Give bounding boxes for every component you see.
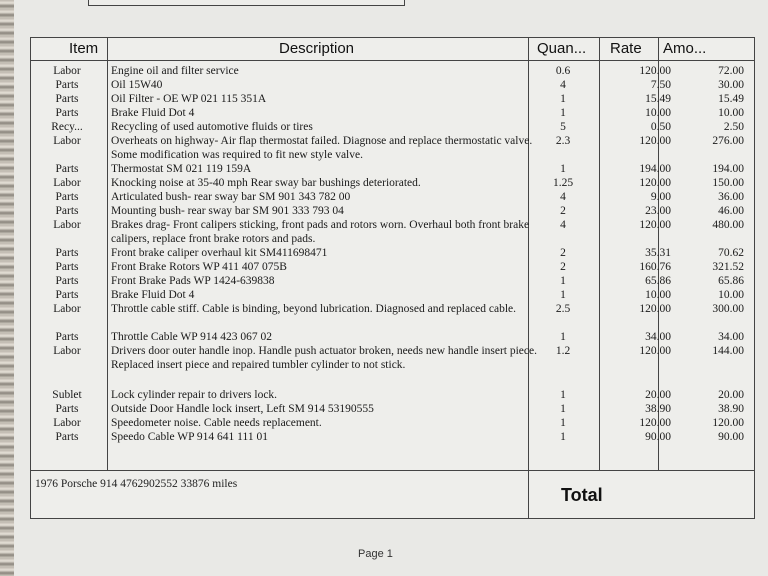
row-quantity: 1	[560, 163, 566, 175]
row-quantity: 4	[560, 191, 566, 203]
row-item-type: Parts	[55, 261, 79, 273]
row-description: Front Brake Pads WP 1424-639838	[111, 275, 275, 287]
row-quantity: 5	[560, 121, 566, 133]
row-description: Drivers door outer handle inop. Handle push actuator broken, needs new handle insert piece. Replaced insert piece and repaired tumbler cylinder to not stick.	[111, 345, 537, 371]
row-rate: 10.00	[645, 289, 671, 301]
row-item-type: Parts	[55, 247, 79, 259]
row-amount: 10.00	[718, 107, 744, 119]
row-rate: 38.90	[645, 403, 671, 415]
row-quantity: 0.6	[555, 65, 571, 77]
row-description: Lock cylinder repair to drivers lock.	[111, 389, 278, 401]
row-item-type: Parts	[55, 431, 79, 443]
row-rate: 20.00	[645, 389, 671, 401]
row-amount: 36.00	[718, 191, 744, 203]
row-rate: 7.50	[650, 79, 671, 91]
row-amount: 194.00	[712, 163, 744, 175]
row-quantity: 2.3	[555, 135, 571, 147]
row-amount: 120.00	[712, 417, 744, 429]
row-amount: 70.62	[718, 247, 744, 259]
row-item-type: Labor	[53, 345, 81, 357]
header-item: Item	[69, 40, 99, 57]
row-rate: 0.50	[650, 121, 671, 133]
row-description: Overheats on highway- Air flap thermostat failed. Diagnose and replace thermostatic valve. Some modification was required to fit new style valve.	[111, 135, 533, 161]
row-rate: 9.00	[650, 191, 671, 203]
row-rate: 65.86	[645, 275, 671, 287]
row-rate: 34.00	[645, 331, 671, 343]
row-amount: 46.00	[718, 205, 744, 217]
row-quantity: 1	[560, 431, 566, 443]
row-item-type: Parts	[55, 93, 79, 105]
row-quantity: 1	[560, 289, 566, 301]
row-item-type: Parts	[55, 275, 79, 287]
header-rate: Rate	[610, 40, 642, 57]
row-description: Brakes drag- Front calipers sticking, front pads and rotors worn. Overhaul both front brake calipers, replace front brake rotors and pads.	[111, 219, 530, 245]
row-description: Throttle Cable WP 914 423 067 02	[111, 331, 272, 343]
row-amount: 150.00	[712, 177, 744, 189]
row-quantity: 1.25	[552, 177, 574, 189]
row-rate: 120.00	[639, 135, 671, 147]
row-rate: 120.00	[639, 219, 671, 231]
row-description: Thermostat SM 021 119 159A	[111, 163, 252, 175]
row-amount: 30.00	[718, 79, 744, 91]
row-amount: 20.00	[718, 389, 744, 401]
row-rate: 10.00	[645, 107, 671, 119]
row-amount: 34.00	[718, 331, 744, 343]
row-quantity: 1	[560, 417, 566, 429]
row-amount: 15.49	[718, 93, 744, 105]
row-quantity: 2	[560, 261, 566, 273]
row-item-type: Labor	[53, 177, 81, 189]
row-description: Mounting bush- rear sway bar SM 901 333 793 04	[111, 205, 344, 217]
row-description: Oil Filter - OE WP 021 115 351A	[111, 93, 267, 105]
header-amount: Amo...	[663, 40, 707, 57]
row-amount: 90.00	[718, 431, 744, 443]
row-item-type: Parts	[55, 163, 79, 175]
row-description: Knocking noise at 35-40 mph Rear sway bar bushings deteriorated.	[111, 177, 421, 189]
row-item-type: Recy...	[51, 121, 83, 133]
row-item-type: Labor	[53, 65, 81, 77]
row-description: Engine oil and filter service	[111, 65, 239, 77]
row-quantity: 1	[560, 107, 566, 119]
row-item-type: Sublet	[52, 389, 82, 401]
row-item-type: Parts	[55, 331, 79, 343]
row-amount: 38.90	[718, 403, 744, 415]
row-description: Oil 15W40	[111, 79, 163, 91]
row-item-type: Parts	[55, 205, 79, 217]
row-description: Front brake caliper overhaul kit SM411698471	[111, 247, 328, 259]
row-description: Speedo Cable WP 914 641 111 01	[111, 431, 268, 443]
row-rate: 35.31	[645, 247, 671, 259]
row-quantity: 1	[560, 93, 566, 105]
row-description: Throttle cable stiff. Cable is binding, beyond lubrication. Diagnosed and replaced cable.	[111, 303, 517, 315]
invoice-table	[30, 37, 755, 519]
row-rate: 120.00	[639, 417, 671, 429]
row-item-type: Parts	[55, 289, 79, 301]
row-item-type: Parts	[55, 403, 79, 415]
row-item-type: Parts	[55, 79, 79, 91]
row-rate: 120.00	[639, 177, 671, 189]
row-quantity: 2	[560, 247, 566, 259]
row-rate: 120.00	[639, 65, 671, 77]
row-amount: 10.00	[718, 289, 744, 301]
footer-divider	[31, 470, 754, 471]
row-amount: 300.00	[712, 303, 744, 315]
row-item-type: Labor	[53, 219, 81, 231]
row-amount: 2.50	[723, 121, 744, 133]
row-amount: 321.52	[712, 261, 744, 273]
row-description: Speedometer noise. Cable needs replacement.	[111, 417, 322, 429]
row-item-type: Labor	[53, 417, 81, 429]
row-amount: 276.00	[712, 135, 744, 147]
col-divider-qty	[599, 38, 600, 470]
row-description: Brake Fluid Dot 4	[111, 107, 195, 119]
row-rate: 23.00	[645, 205, 671, 217]
row-quantity: 1	[560, 389, 566, 401]
row-quantity: 4	[560, 79, 566, 91]
row-description: Recycling of used automotive fluids or tires	[111, 121, 313, 133]
top-box-edge	[88, 0, 405, 6]
row-amount: 65.86	[718, 275, 744, 287]
row-amount: 480.00	[712, 219, 744, 231]
row-item-type: Parts	[55, 107, 79, 119]
header-quantity: Quan...	[537, 40, 587, 57]
page-number: Page 1	[358, 548, 393, 560]
row-item-type: Labor	[53, 303, 81, 315]
row-amount: 72.00	[718, 65, 744, 77]
table-header	[31, 38, 754, 61]
row-quantity: 1	[560, 403, 566, 415]
row-quantity: 2	[560, 205, 566, 217]
row-description: Articulated bush- rear sway bar SM 901 343 782 00	[111, 191, 351, 203]
row-description: Brake Fluid Dot 4	[111, 289, 195, 301]
row-rate: 194.00	[639, 163, 671, 175]
header-description: Description	[279, 40, 355, 57]
row-quantity: 1	[560, 275, 566, 287]
row-quantity: 1.2	[555, 345, 571, 357]
row-amount: 144.00	[712, 345, 744, 357]
row-description: Front Brake Rotors WP 411 407 075B	[111, 261, 287, 273]
row-rate: 120.00	[639, 303, 671, 315]
col-divider-item	[107, 38, 108, 470]
row-description: Outside Door Handle lock insert, Left SM 914 53190555	[111, 403, 374, 415]
row-item-type: Parts	[55, 191, 79, 203]
row-quantity: 1	[560, 331, 566, 343]
total-label: Total	[561, 485, 603, 505]
row-item-type: Labor	[53, 135, 81, 147]
row-rate: 120.00	[639, 345, 671, 357]
row-rate: 15.49	[645, 93, 671, 105]
row-rate: 90.00	[645, 431, 671, 443]
row-rate: 160.76	[639, 261, 671, 273]
row-quantity: 4	[560, 219, 566, 231]
row-quantity: 2.5	[555, 303, 571, 315]
spiral-binding	[0, 0, 14, 576]
vehicle-note: 1976 Porsche 914 4762902552 33876 miles	[35, 478, 238, 490]
